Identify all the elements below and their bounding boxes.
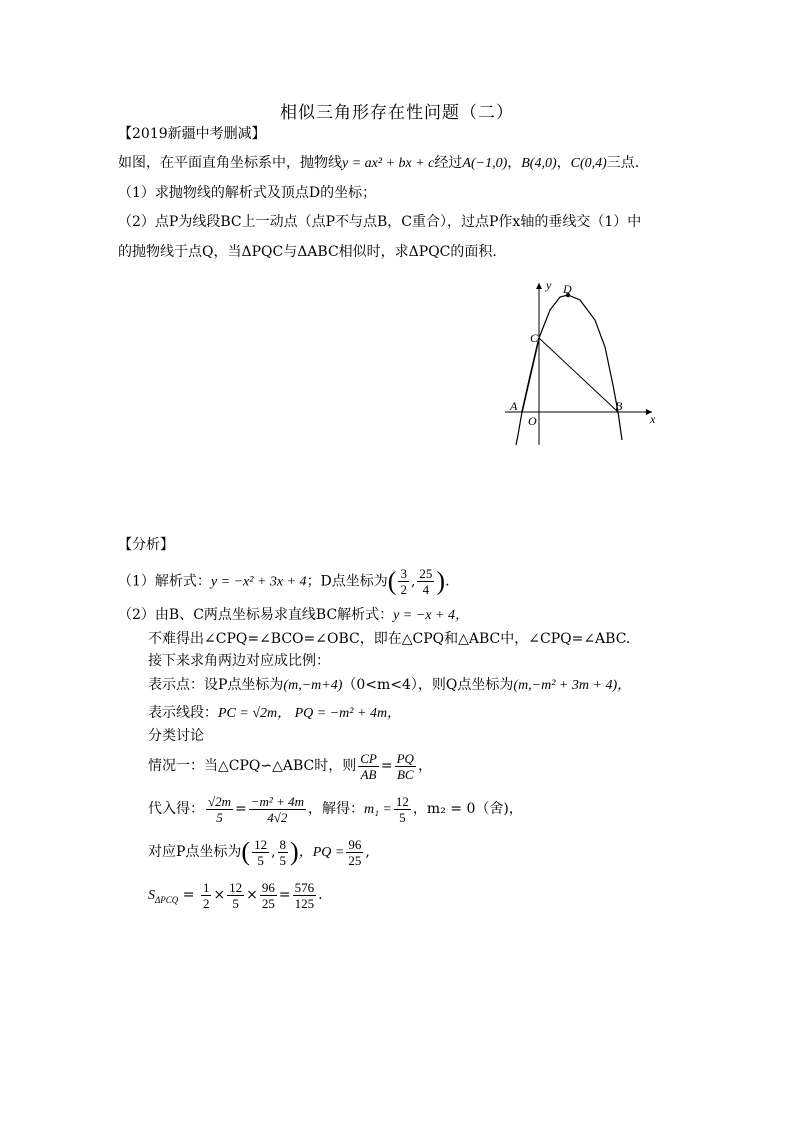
label-c: C	[530, 331, 539, 345]
segment-ac	[522, 338, 539, 412]
question-2-line-2: 的抛物线于点Q，当ΔPQC与ΔABC相似时，求ΔPQC的面积.	[118, 244, 497, 260]
answer-1: （1）解析式：y = −x² + 3x + 4；D点坐标为( $\frac{3}{2}$ , $\frac{25}{4}$ ).	[118, 566, 450, 597]
answer-2-line-9: 对应P点坐标为( $\frac{12}{5}$ , $\frac{8}{5}$ )，PQ = $\frac{96}{25}$ ,	[148, 836, 370, 868]
label-a: A	[510, 399, 518, 413]
label-o: O	[528, 414, 537, 428]
problem-intro: 如图，在平面直角坐标系中，抛物线y = ax² + bx + c经过A(−1,0)，B(4,0)，C(0,4)三点.	[118, 155, 640, 171]
parabola-figure	[500, 275, 665, 450]
answer-2-line-5: 表示线段：PC = √2m， PQ = −m² + 4m，	[148, 705, 402, 721]
analysis-heading: 【分析】	[118, 537, 174, 553]
segment-bc	[539, 338, 618, 412]
answer-2-line-4: 表示点：设P点坐标为(m,−m+4)（0<m<4），则Q点坐标为(m,−m² + 3m + 4)，	[148, 677, 632, 693]
answer-2-line-3: 接下来求角两边对应成比例：	[148, 653, 330, 669]
point-a: A(−1,0)	[462, 156, 508, 171]
question-2-line-1: （2）点P为线段BC上一动点（点P不与点B，C重合），过点P作x轴的垂线交（1）中	[118, 214, 642, 230]
intro-text-1: 如图，在平面直角坐标系中，抛物线	[118, 155, 342, 171]
point-b: B(4,0)	[521, 156, 557, 171]
answer-2-line-10: $S_{\Delta PCQ}$ = $\frac{1}{2}$ × $\frac{12}{5}$ × $\frac{96}{25}$ = $\frac{576}{125}$ .	[148, 879, 323, 911]
label-x: x	[650, 412, 656, 426]
parabola-equation: y = ax² + bx + c	[342, 156, 435, 171]
answer-2-line-7: 情况一：当△CPQ∽△ABC时，则 $\frac{CP}{AB}$ = $\frac{PQ}{BC}$ ，	[148, 750, 432, 782]
label-b: B	[615, 399, 623, 413]
label-d: D	[563, 282, 572, 296]
answer-2-line-2: 不难得出∠CPQ=∠BCO=∠OBC，即在△CPQ和△ABC中，∠CPQ=∠ABC.	[148, 631, 631, 647]
page-title: 相似三角形存在性问题（二）	[280, 103, 514, 123]
question-1: （1）求抛物线的解析式及顶点D的坐标；	[118, 185, 377, 201]
source-tag: 【2019新疆中考删减】	[118, 126, 266, 142]
answer-1-equation: y = −x² + 3x + 4	[210, 574, 307, 590]
answer-2-line-1: （2）由B、C两点坐标易求直线BC解析式：y = −x + 4，	[118, 607, 469, 623]
answer-2-line-8: 代入得： $\frac{√2m}{5}$ = $\frac{\text{−m² + 4m}}{4√2}$ ，解得：m₁ = $\frac{12}{5}$ ，m₂ = 0（舍)，	[148, 793, 523, 825]
answer-2-line-6: 分类讨论	[148, 728, 204, 744]
point-c: C(0,4)	[570, 156, 607, 171]
label-y: y	[546, 278, 552, 292]
intro-text-3: 三点.	[606, 155, 640, 171]
intro-text-2: 经过	[434, 155, 463, 171]
